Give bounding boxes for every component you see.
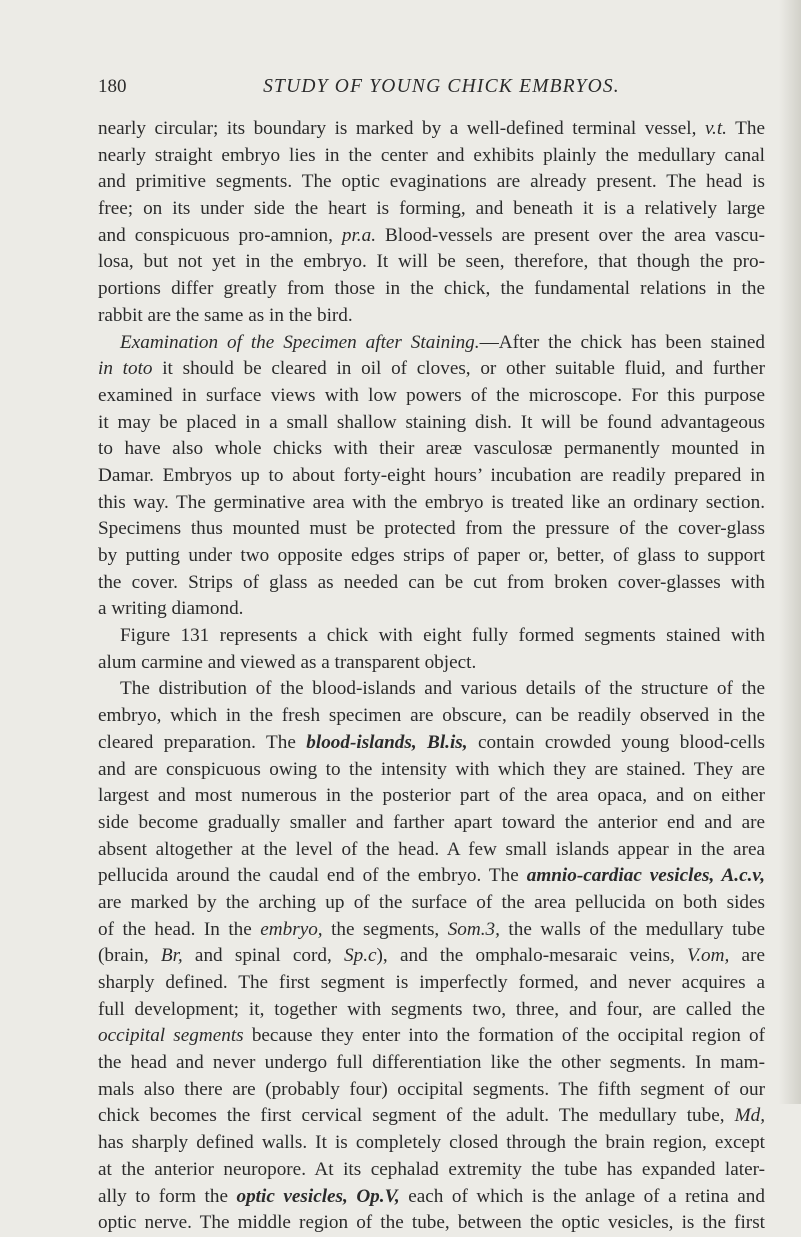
text-line: optic nerve. The middle region of the tube, between the optic vesicles, is the first — [98, 1212, 765, 1234]
text-line: (brain, Br, and spinal cord, Sp.c), and the omphalo-mesaraic veins, V.om, are — [98, 945, 765, 967]
text-line: has sharply defined walls. It is completely closed through the brain region, except — [98, 1132, 765, 1154]
text-line: Damar. Embryos up to about forty-eight hours’ incubation are readily prepared in — [98, 464, 765, 486]
text-line: this way. The germinative area with the embryo is treated like an ordinary section. — [98, 491, 765, 513]
text-line: ally to form the optic vesicles, Op.V, each of which is the anlage of a retina and — [98, 1185, 765, 1207]
text-line: absent altogether at the level of the head. A few small islands appear in the area — [98, 838, 765, 860]
text-line: it may be placed in a small shallow staining dish. It will be found advantageous — [98, 411, 765, 433]
text-line: alum carmine and viewed as a transparent object. — [98, 651, 477, 673]
text-line: and are conspicuous owing to the intensity with which they are stained. They are — [98, 758, 765, 780]
text-line: the cover. Strips of glass as needed can be cut from broken cover-glasses with — [98, 571, 765, 593]
text-line: chick becomes the first cervical segment of the adult. The medullary tube, Md, — [98, 1105, 765, 1127]
text-line: nearly straight embryo lies in the center and exhibits plainly the medullary canal — [98, 144, 765, 166]
text-line: rabbit are the same as in the bird. — [98, 304, 353, 326]
text-line: sharply defined. The first segment is imperfectly formed, and never acquires a — [98, 972, 765, 993]
text-line: Examination of the Specimen after Staining.—After the chick has been stained — [120, 331, 765, 353]
text-line: nearly circular; its boundary is marked by a well-defined terminal vessel, v.t. The — [98, 118, 765, 139]
text-line: occipital segments because they enter into the formation of the occipital region of — [98, 1025, 765, 1047]
text-line: are marked by the arching up of the surface of the area pellucida on both sides — [98, 891, 765, 913]
text-line: mals also there are (probably four) occipital segments. The fifth segment of our — [98, 1078, 765, 1100]
text-line: Figure 131 represents a chick with eight fully formed segments stained with — [120, 625, 765, 647]
text-line: losa, but not yet in the embryo. It will be seen, therefore, that though the pro- — [98, 251, 765, 273]
text-line: examined in surface views with low powers of the microscope. For this purpose — [98, 384, 765, 406]
text-line: pellucida around the caudal end of the embryo. The amnio-cardiac vesicles, A.c.v, — [98, 865, 765, 887]
text-line: the head and never undergo full differentiation like the other segments. In mam- — [98, 1052, 765, 1074]
text-line: and conspicuous pro-amnion, pr.a. Blood-vessels are present over the area vascu- — [98, 224, 765, 246]
body-text — [98, 116, 765, 1237]
page-header — [98, 76, 765, 106]
text-line: side become gradually smaller and farther apart toward the anterior end and are — [98, 811, 765, 833]
text-line: embryo, which in the fresh specimen are obscure, can be readily observed in the — [98, 705, 765, 727]
text-line: and primitive segments. The optic evaginations are already present. The head is — [98, 171, 765, 193]
text-line: largest and most numerous in the posterior part of the area opaca, and on either — [98, 785, 765, 807]
text-line: at the anterior neuropore. At its cephalad extremity the tube has expanded later- — [98, 1158, 765, 1180]
text-line: full development; it, together with segments two, three, and four, are called the — [98, 998, 765, 1020]
text-line: to have also whole chicks with their areæ vasculosæ permanently mounted in — [98, 438, 765, 460]
text-line: portions differ greatly from those in the chick, the fundamental relations in the — [98, 278, 765, 300]
text-line: of the head. In the embryo, the segments, Som.3, the walls of the medullary tube — [98, 918, 765, 940]
text-line: in toto it should be cleared in oil of cloves, or other suitable fluid, and further — [98, 358, 765, 380]
text-line: a writing diamond. — [98, 598, 244, 620]
page-number: 180 — [98, 76, 127, 97]
text-line: free; on its under side the heart is forming, and beneath it is a relatively large — [98, 198, 765, 220]
text-line: Specimens thus mounted must be protected from the pressure of the cover-glass — [98, 518, 765, 540]
page-edge-shadow — [779, 0, 801, 1104]
text-line: The distribution of the blood-islands and various details of the structure of the — [120, 678, 765, 700]
text-line: cleared preparation. The blood-islands, Bl.is, contain crowded young blood-cells — [98, 731, 765, 753]
text-line: by putting under two opposite edges strips of paper or, better, of glass to support — [98, 545, 765, 566]
running-title: STUDY OF YOUNG CHICK EMBRYOS. — [263, 76, 620, 97]
